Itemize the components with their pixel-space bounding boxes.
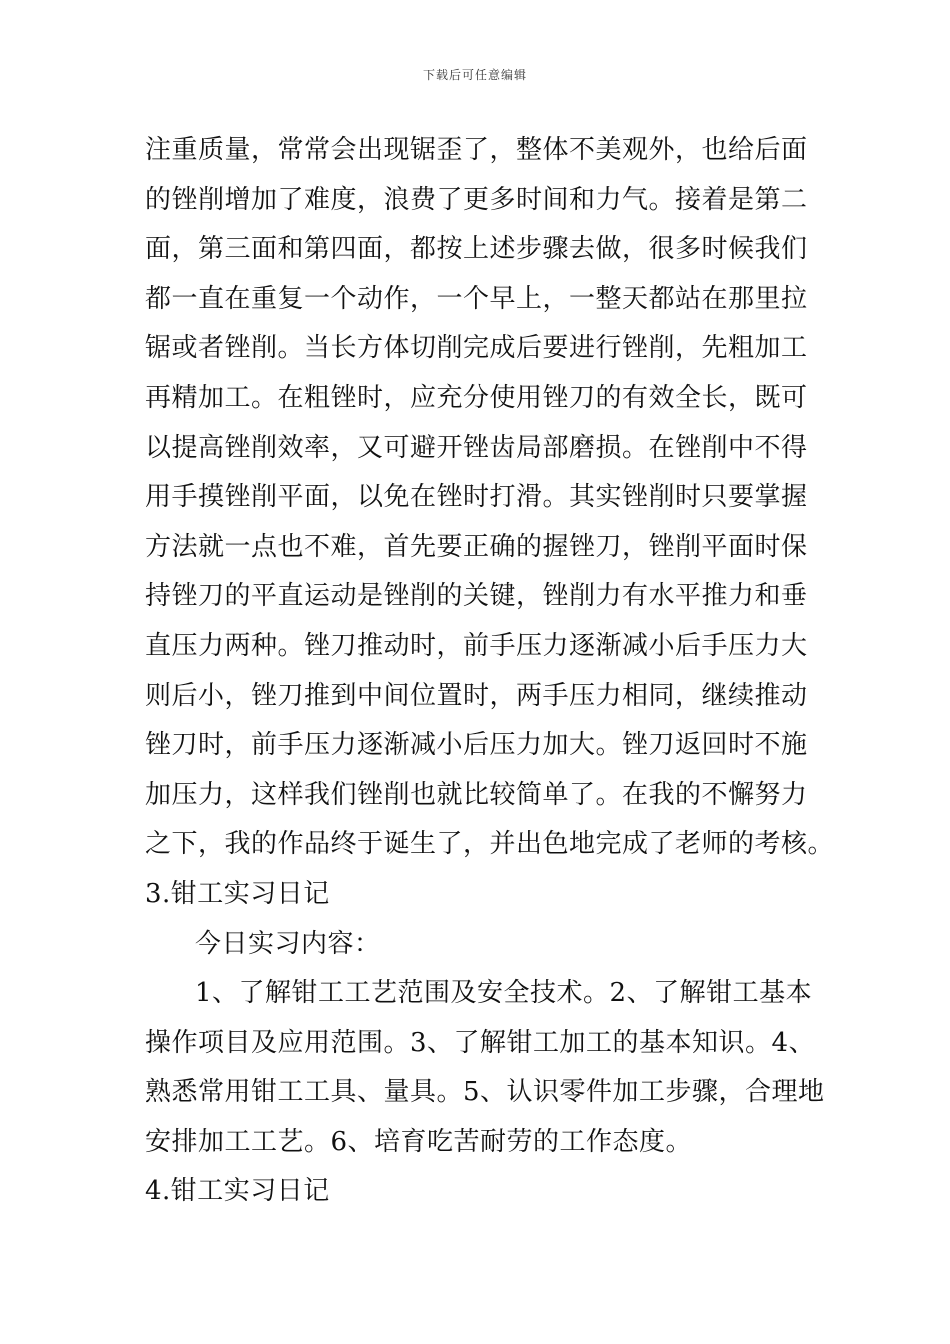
list-line: 操作项目及应用范围。3、了解钳工加工的基本知识。4、	[145, 1027, 816, 1058]
intro-line: 今日实习内容：	[195, 928, 381, 959]
page-header: 下载后可任意编辑	[422, 68, 527, 82]
paragraph-line: 持锉刀的平直运动是锉削的关键，锉削力有水平推力和垂	[145, 581, 808, 612]
list-line: 1、了解钳工工艺范围及安全技术。2、了解钳工基本	[195, 978, 813, 1009]
paragraph-line: 则后小，锉刀推到中间位置时，两手压力相同，继续推动	[145, 680, 808, 711]
paragraph-line: 方法就一点也不难，首先要正确的握锉刀，锉削平面时保	[145, 531, 808, 562]
document-body	[145, 126, 835, 1217]
paragraph-line: 面，第三面和第四面，都按上述步骤去做，很多时候我们	[145, 234, 808, 265]
paragraph-line: 用手摸锉削平面，以免在锉时打滑。其实锉削时只要掌握	[145, 482, 808, 513]
paragraph-line: 注重质量，常常会出现锯歪了，整体不美观外，也给后面	[145, 135, 808, 165]
section-heading: 4.钳工实习日记	[145, 1176, 330, 1207]
paragraph-line: 直压力两种。锉刀推动时，前手压力逐渐减小后手压力大	[145, 630, 808, 661]
paragraph-line: 的锉削增加了难度，浪费了更多时间和力气。接着是第二	[145, 184, 808, 215]
paragraph-line: 都一直在重复一个动作，一个早上，一整天都站在那里拉	[145, 283, 808, 314]
paragraph-line: 再精加工。在粗锉时，应充分使用锉刀的有效全长，既可	[145, 382, 808, 413]
section-heading: 3.钳工实习日记	[145, 878, 330, 909]
list-line: 熟悉常用钳工工具、量具。5、认识零件加工步骤，合理地	[145, 1077, 825, 1108]
paragraph-line: 以提高锉削效率，又可避开锉齿局部磨损。在锉削中不得	[145, 432, 808, 463]
paragraph-line: 锯或者锉削。当长方体切削完成后要进行锉削，先粗加工	[145, 333, 808, 364]
list-line: 安排加工工艺。6、培育吃苦耐劳的工作态度。	[145, 1126, 693, 1157]
paragraph-line: 加压力，这样我们锉削也就比较简单了。在我的不懈努力	[145, 779, 808, 810]
paragraph-line: 锉刀时，前手压力逐渐减小后压力加大。锉刀返回时不施	[145, 730, 808, 761]
paragraph-line: 之下，我的作品终于诞生了，并出色地完成了老师的考核。	[145, 829, 835, 860]
